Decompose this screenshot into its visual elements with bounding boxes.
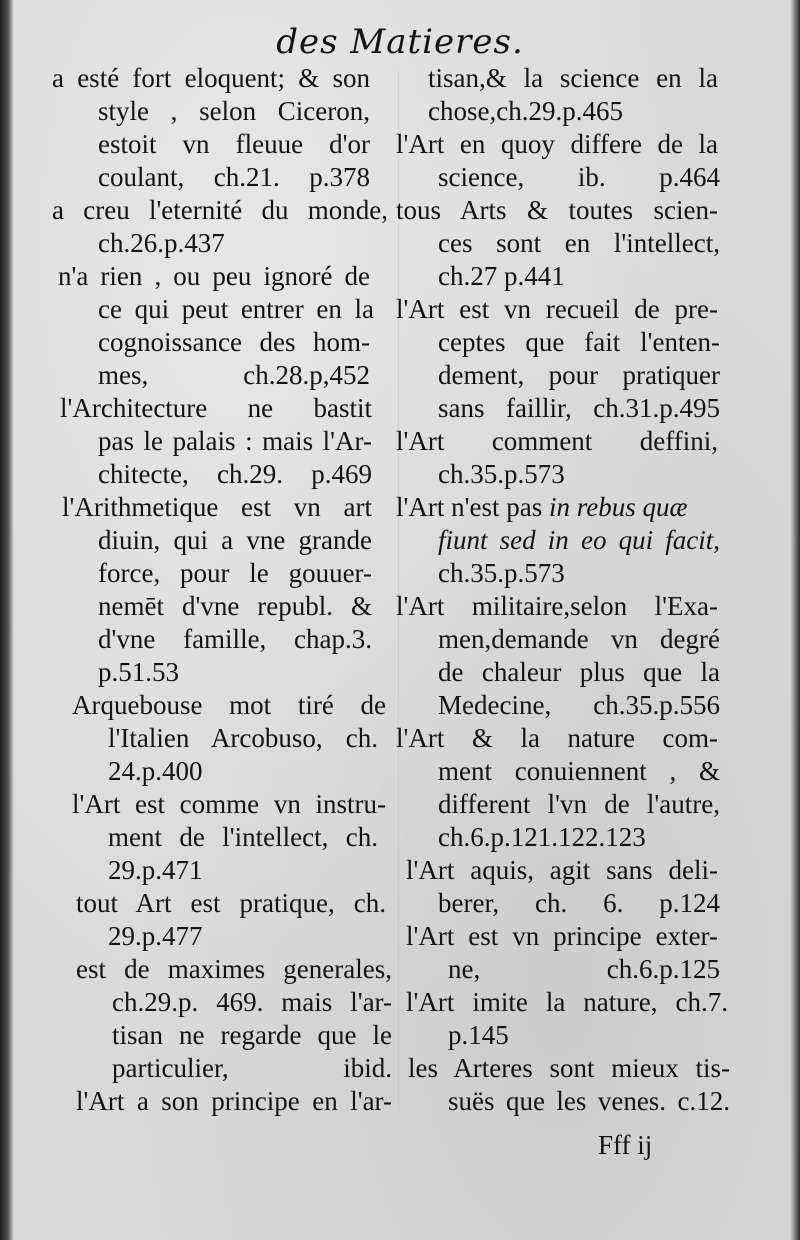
index-line: Arquebouse mot tiré de — [72, 690, 386, 720]
index-line: tisan,& la science en la — [428, 63, 718, 93]
index-line — [396, 491, 687, 524]
index-line: 24.p.400 — [108, 756, 203, 786]
page-edge-shadow-right — [790, 0, 800, 1240]
index-line: n'a rien , ou peu ignoré de — [58, 261, 370, 291]
index-line: l'Art comment deffini, — [396, 426, 718, 456]
index-line: d'vne famille, chap.3. — [98, 624, 372, 654]
index-line: ce qui peut entrer en la — [98, 294, 374, 324]
index-line: l'Art aquis, agit sans deli- — [406, 855, 718, 885]
index-line: style , selon Ciceron, — [98, 96, 370, 126]
index-line: l'Architecture ne bastit — [60, 393, 372, 423]
index-line: a esté fort eloquent; & son — [52, 63, 370, 93]
index-line: de chaleur plus que la — [438, 657, 720, 687]
index-line: l'Italien Arcobuso, ch. — [108, 723, 378, 753]
index-line: ment conuiennent , & — [438, 756, 720, 786]
index-line: chose,ch.29.p.465 — [428, 96, 623, 126]
index-line: l'Art est vn recueil de pre- — [396, 294, 718, 324]
index-line: l'Art a son principe en l'ar- — [76, 1086, 392, 1116]
index-line: mes, ch.28.p,452 — [98, 360, 370, 390]
index-line: coulant, ch.21. p.378 — [98, 162, 370, 192]
index-line: 29.p.471 — [108, 855, 203, 885]
index-line: ment de l'intellect, ch. — [108, 822, 378, 852]
index-line: a creu l'eternité du monde, — [52, 195, 388, 225]
index-line: chitecte, ch.29. p.469 — [98, 459, 372, 489]
index-line: les Arteres sont mieux tis- — [408, 1053, 730, 1083]
index-line: l'Art & la nature com- — [396, 723, 718, 753]
index-line: Medecine, ch.35.p.556 — [438, 690, 720, 720]
index-line: ch.29.p. 469. mais l'ar- — [112, 987, 392, 1017]
index-line-text: l'Art n'est pas — [396, 492, 549, 522]
index-line: l'Art est vn principe exter- — [406, 921, 718, 951]
index-line: l'Art imite la nature, ch.7. — [406, 987, 728, 1017]
index-line: estoit vn fleuue d'or — [98, 129, 370, 159]
index-line: sans faillir, ch.31.p.495 — [438, 393, 720, 423]
index-line: diuin, qui a vne grande — [98, 525, 372, 555]
index-line: ces sont en l'intellect, — [438, 228, 720, 258]
index-line: ne, ch.6.p.125 — [448, 954, 720, 984]
index-line: 29.p.477 — [108, 921, 203, 951]
index-line: l'Arithmetique est vn art — [62, 492, 372, 522]
latin-phrase: in rebus quæ — [548, 492, 688, 522]
index-line: p.145 — [448, 1020, 509, 1050]
index-line: cognoissance des hom- — [98, 327, 370, 357]
index-line: ceptes que fait l'enten- — [438, 327, 720, 357]
index-line: different l'vn de l'autre, — [438, 789, 720, 819]
index-line: p.51.53 — [98, 657, 179, 687]
index-line: ch.6.p.121.122.123 — [438, 822, 646, 852]
index-line: men,demande vn degré — [438, 624, 720, 654]
index-line: science, ib. p.464 — [438, 162, 720, 192]
index-line: force, pour le gouuer- — [98, 558, 372, 588]
index-line: ch.35.p.573 — [438, 558, 565, 588]
index-line: nemēt d'vne republ. & — [98, 591, 372, 621]
latin-phrase-line: fiunt sed in eo qui facit, — [438, 525, 720, 555]
index-line: l'Art militaire,selon l'Exa- — [396, 591, 718, 621]
index-line: est de maximes generales, — [76, 954, 392, 984]
index-line: ch.35.p.573 — [438, 459, 565, 489]
catchword-signature: Fff ij — [598, 1130, 653, 1160]
running-header: des Matieres. — [276, 22, 524, 62]
index-line: dement, pour pratiquer — [438, 360, 720, 390]
index-line: tous Arts & toutes scien- — [396, 195, 718, 225]
page-edge-shadow — [0, 0, 14, 1240]
index-line: pas le palais : mais l'Ar- — [98, 426, 372, 456]
index-line: particulier, ibid. — [112, 1053, 392, 1083]
index-line: ch.26.p.437 — [98, 228, 225, 258]
index-line: berer, ch. 6. p.124 — [438, 888, 720, 918]
index-line: tisan ne regarde que le — [112, 1020, 392, 1050]
index-line: l'Art en quoy differe de la — [396, 129, 718, 159]
index-line: ch.27 p.441 — [438, 261, 565, 291]
index-line: suës que les venes. c.12. — [448, 1086, 730, 1116]
index-line: tout Art est pratique, ch. — [76, 888, 386, 918]
index-line: l'Art est comme vn instru- — [72, 789, 386, 819]
